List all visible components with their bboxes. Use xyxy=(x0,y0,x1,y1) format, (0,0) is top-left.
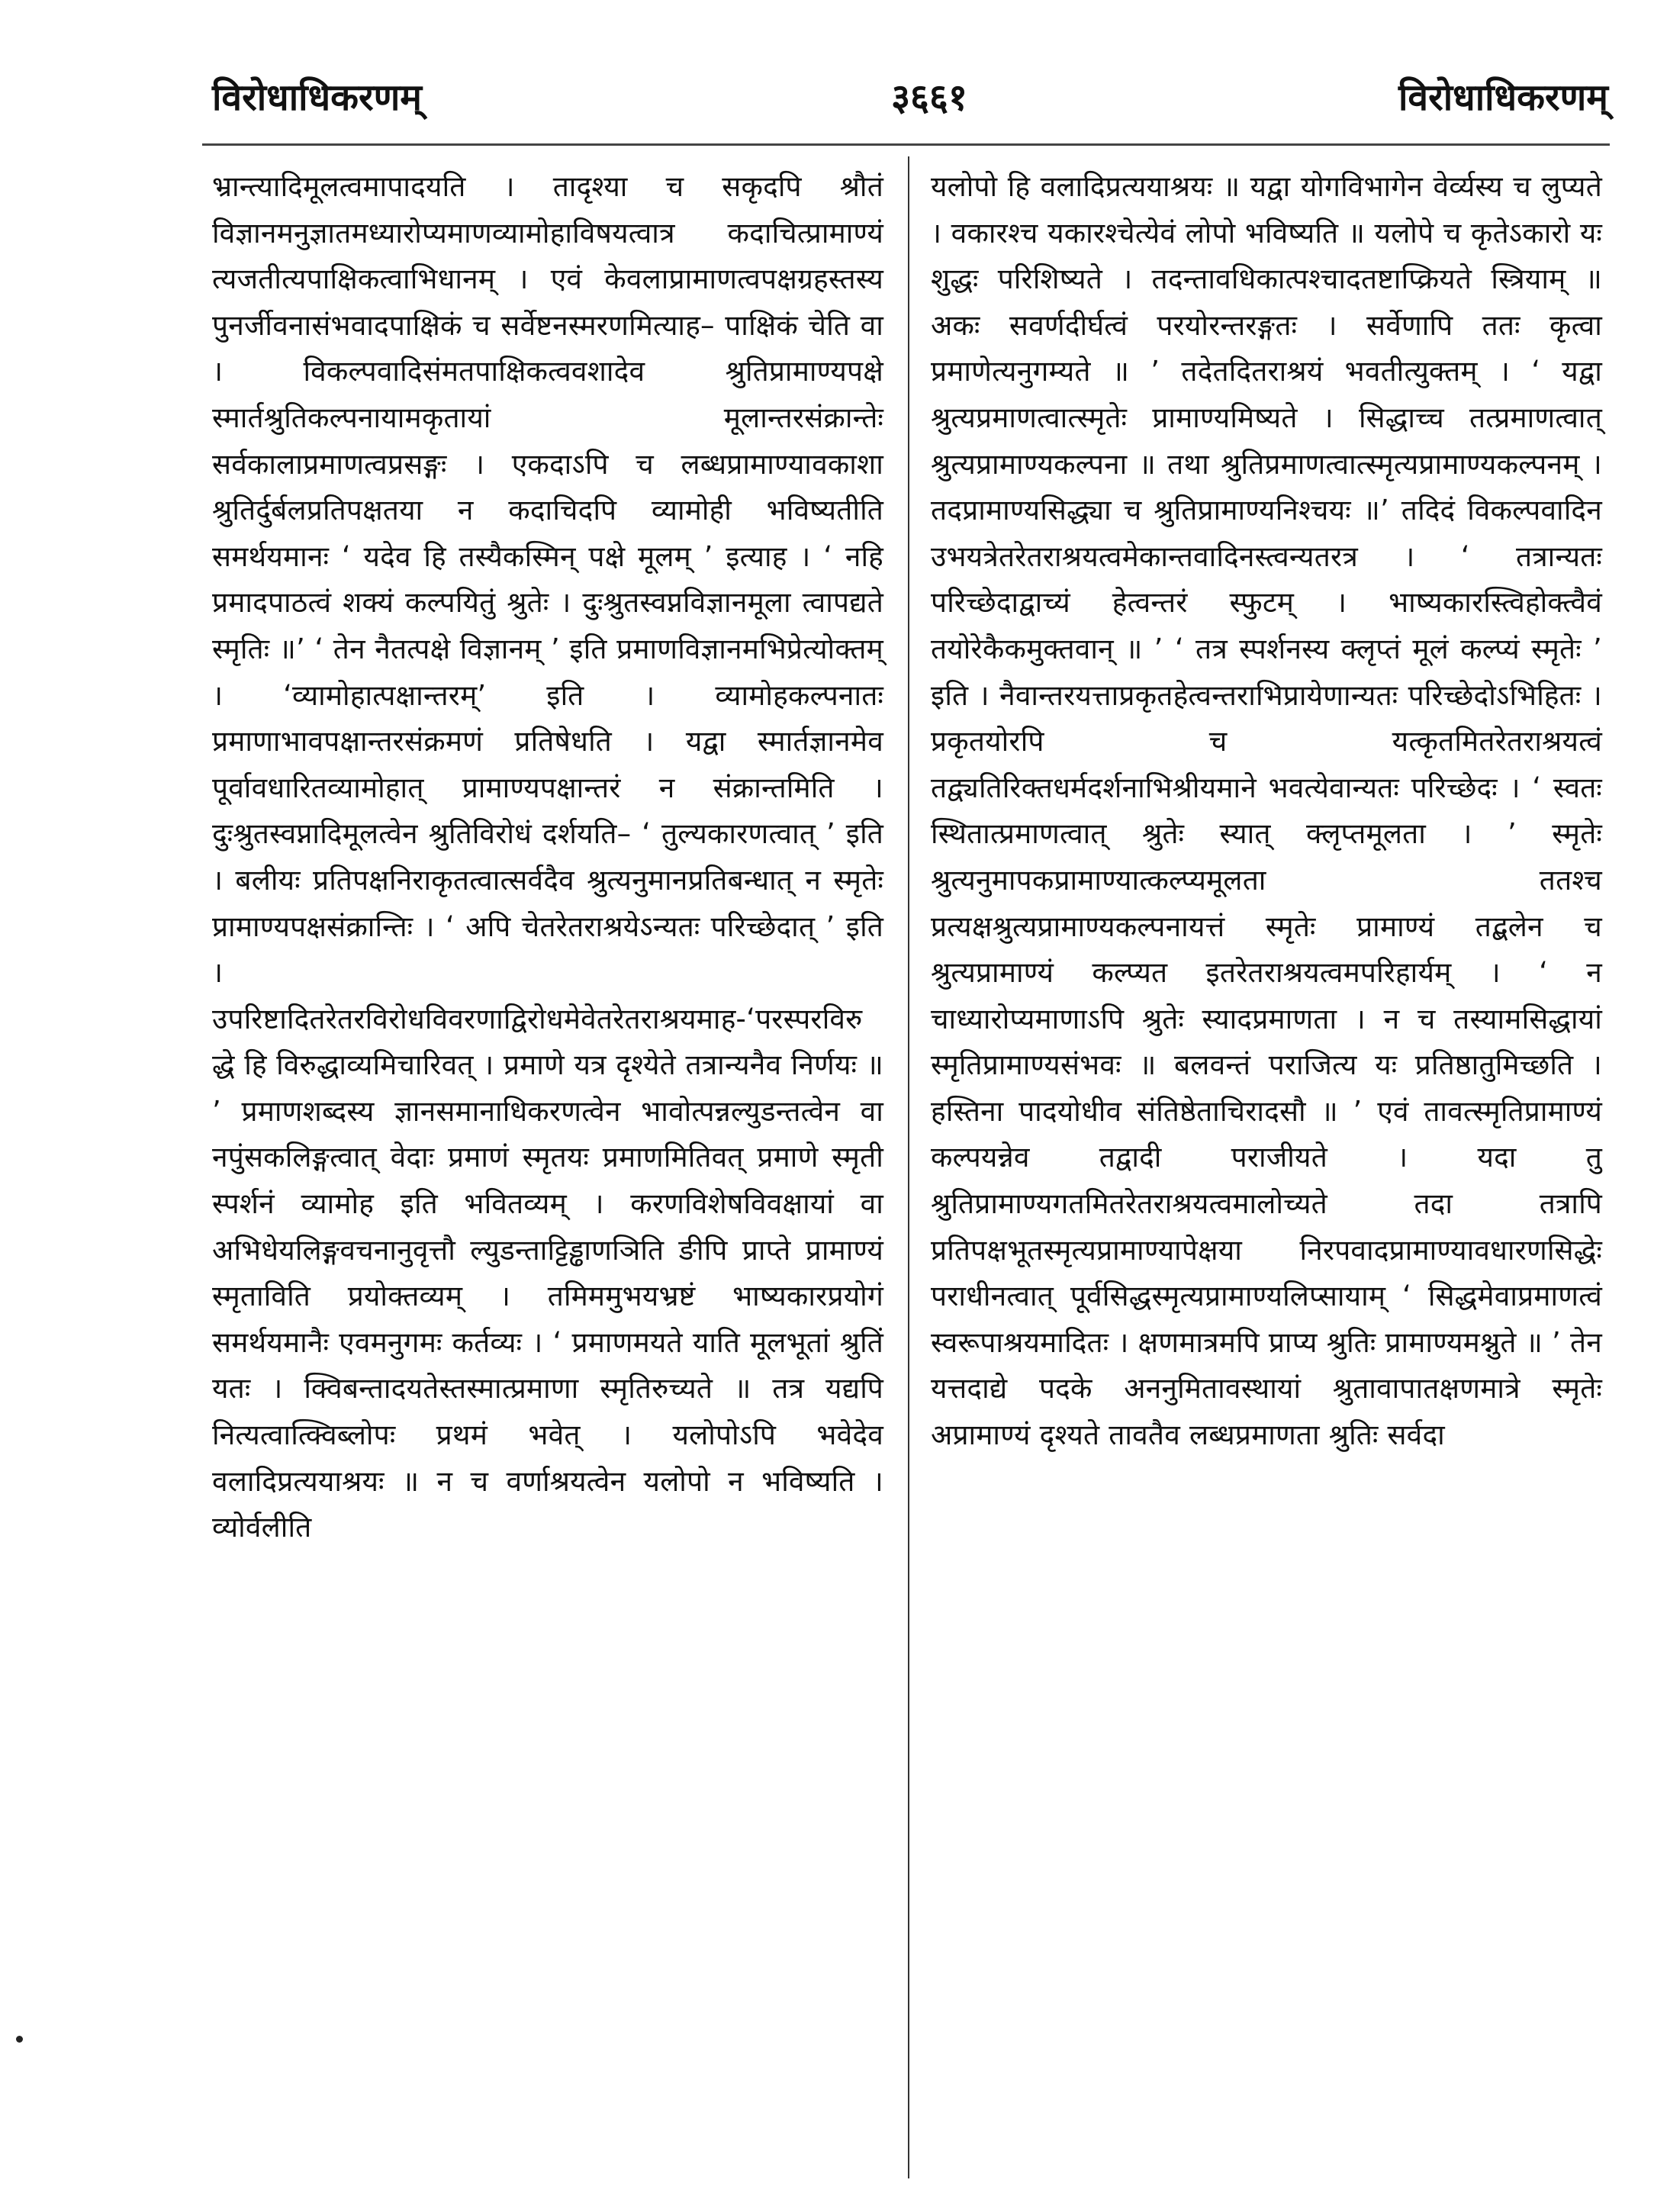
left-column-text: भ्रान्त्यादिमूलत्वमापादयति । तादृश्या च सकृदपि श्रौतं विज्ञानमनुज्ञातमध्यारोप्यमाणव्यामोहाविषयत्वात्र कदाचित्प्रामाण्यं त्यजतीत्यपाक्षिकत्वाभिधानम् । एवं केवलाप्रामाणत्वपक्षग्रहस्तस्य पुनर्जीवनासंभवादपाक्षिकं च सर्वेष्टनस्मरणमित्याह– पाक्षिकं चेति वा । विकल्पवादिसंमतपाक्षिकत्ववशादेव श्रुतिप्रामाण्यपक्षे स्मार्तश्रुतिकल्पनायामकृतायां मूलान्तरसंक्रान्तेः सर्वकालाप्रमाणत्वप्रसङ्गः । एकदाऽपि च लब्धप्रामाण्यावकाशा श्रुतिर्दुर्बलप्रतिपक्षतया न कदाचिदपि व्यामोही भविष्यतीति समर्थयमानः ‘ यदेव हि तस्यैकस्मिन् पक्षे मूलम् ’ इत्याह । ‘ नहि प्रमादपाठत्वं शक्यं कल्पयितुं श्रुतेः । दुःश्रुतस्वप्नविज्ञानमूला त्वापद्यते स्मृतिः ॥’ ‘ तेन नैतत्पक्षे विज्ञानम् ’ इति प्रमाणविज्ञानमभिप्रेत्योक्तम् । ‘व्यामोहात्पक्षान्तरम्’ इति । व्यामोहकल्पनातः प्रमाणाभावपक्षान्तरसंक्रमणं प्रतिषेधति । यद्वा स्मार्तज्ञानमेव पूर्वावधारितव्यामोहात् प्रामाण्यपक्षान्तरं न संक्रान्तमिति । दुःश्रुतस्वप्नादिमूलत्वेन श्रुतिविरोधं दर्शयति– ‘ तुल्यकारणत्वात् ’ इति । बलीयः प्रतिपक्षनिराकृतत्वात्सर्वदैव श्रुत्यनुमानप्रतिबन्धात् न स्मृतेः प्रामाण्यपक्षसंक्रान्तिः । ‘ अपि चेतरेतराश्रयेऽन्यतः परिच्छेदात् ’ इति । उपरिष्टादितरेतरविरोधविवरणाद्विरोधमेवेतरेतराश्रयमाह-‘परस्परविरुद्धे हि विरुद्धाव्यमिचारिवत् । प्रमाणे यत्र दृश्येते तत्रान्यनैव निर्णयः ॥ ’ प्रमाणशब्दस्य ज्ञानसमानाधिकरणत्वेन भावोत्पन्नल्युडन्तत्वेन वा नपुंसकलिङ्गत्वात् वेदाः प्रमाणं स्मृतयः प्रमाणमितिवत् प्रमाणे स्मृती स्पर्शनं व्यामोह इति भवितव्यम् । करणविशेषविवक्षायां वा अभिधेयलिङ्गवचनानुवृत्तौ ल्युडन्ताट्टिड्ढाणञिति ङीपि प्राप्ते प्रामाण्यं स्मृताविति प्रयोक्तव्यम् । तमिममुभयभ्रष्टं भाष्यकारप्रयोगं समर्थयमानैः एवमनुगमः कर्तव्यः । ‘ प्रमाणमयते याति मूलभूतां श्रुतिं यतः । क्विबन्तादयतेस्तस्मात्प्रमाणा स्मृतिरुच्यते ॥ तत्र यद्यपि नित्यत्वात्क्विब्लोपः प्रथमं भवेत् । यलोपोऽपि भवेदेव वलादिप्रत्ययाश्रयः ॥ न च वर्णाश्रयत्वेन यलोपो न भविष्यति । व्योर्वलीति xyxy=(212,170,883,1544)
page-header xyxy=(212,60,1608,132)
right-column-text: यलोपो हि वलादिप्रत्ययाश्रयः ॥ यद्वा योगविभागेन वेर्व्यस्य च लुप्यते । वकारश्च यकारश्चेत्येवं लोपो भविष्यति ॥ यलोपे च कृतेऽकारो यः शुद्धः परिशिष्यते । तदन्तावधिकात्पश्चादतष्टाप्क्रियते स्त्रियाम् ॥ अकः सवर्णदीर्घत्वं परयोरन्तरङ्गतः । सर्वेणापि ततः कृत्वा प्रमाणेत्यनुगम्यते ॥ ’ तदेतदितराश्रयं भवतीत्युक्तम् । ‘ यद्वा श्रुत्यप्रमाणत्वात्स्मृतेः प्रामाण्यमिष्यते । सिद्धाच्च तत्प्रमाणत्वात् श्रुत्यप्रामाण्यकल्पना ॥ तथा श्रुतिप्रमाणत्वात्स्मृत्यप्रामाण्यकल्पनम् । तदप्रामाण्यसिद्ध्या च श्रुतिप्रामाण्यनिश्चयः ॥’ तदिदं विकल्पवादिन उभयत्रेतरेतराश्रयत्वमेकान्तवादिनस्त्वन्यतरत्र । ‘ तत्रान्यतः परिच्छेदाद्वाच्यं हेत्वन्तरं स्फुटम् । भाष्यकारस्त्विहोक्त्वैवं तयोरेकैकमुक्तवान् ॥ ’ ‘ तत्र स्पर्शनस्य क्लृप्तं मूलं कल्प्यं स्मृतेः ’ इति । नैवान्तरयत्ताप्रकृतहेत्वन्तराभिप्रायेणान्यतः परिच्छेदोऽभिहितः । प्रकृतयोरपि च यत्कृतमितरेतराश्रयत्वं तद्व्यतिरिक्तधर्मदर्शनाभिश्रीयमाने भवत्येवान्यतः परिच्छेदः । ‘ स्वतः स्थितात्प्रमाणत्वात् श्रुतेः स्यात् क्लृप्तमूलता । ’ स्मृतेः श्रुत्यनुमापकप्रामाण्यात्कल्प्यमूलता ततश्च प्रत्यक्षश्रुत्यप्रामाण्यकल्पनायत्तं स्मृतेः प्रामाण्यं तद्बलेन च श्रुत्यप्रामाण्यं कल्प्यत इतरेतराश्रयत्वमपरिहार्यम् । ‘ न चाध्यारोप्यमाणाऽपि श्रुतेः स्यादप्रमाणता । न च तस्यामसिद्धायां स्मृतिप्रामाण्यसंभवः ॥ बलवन्तं पराजित्य यः प्रतिष्ठातुमिच्छति । हस्तिना पादयोधीव संतिष्ठेताचिरादसौ ॥ ’ एवं तावत्स्मृतिप्रामाण्यं कल्पयन्नेव तद्वादी पराजीयते । यदा तु श्रुतिप्रामाण्यगतमितरेतराश्रयत्वमालोच्यते तदा तत्रापि प्रतिपक्षभूतस्मृत्यप्रामाण्यापेक्षया निरपवादप्रामाण्यावधारणसिद्धेः पराधीनत्वात् पूर्वसिद्धस्मृत्यप्रामाण्यलिप्सायाम् ‘ सिद्धमेवाप्रमाणत्वं स्वरूपाश्रयमादितः । क्षणमात्रमपि प्राप्य श्रुतिः प्रामाण्यमश्नुते ॥ ’ तेन यत्तदाद्ये पदके अननुमितावस्थायां श्रुतावापातक्षणमात्रे स्मृतेः अप्रामाण्यं दृश्यते तावतैव लब्धप्रमाणता श्रुतिः सर्वदा xyxy=(931,170,1602,1452)
running-title-right: विरोधाधिकरणम् xyxy=(1398,76,1608,119)
margin-speck xyxy=(16,2036,23,2043)
page-number: ३६६१ xyxy=(891,76,967,119)
column-divider xyxy=(908,156,909,2178)
header-rule xyxy=(202,143,1610,146)
left-column xyxy=(212,164,883,2178)
right-column xyxy=(931,164,1602,2178)
running-title-left: विरोधाधिकरणम् xyxy=(212,76,422,119)
